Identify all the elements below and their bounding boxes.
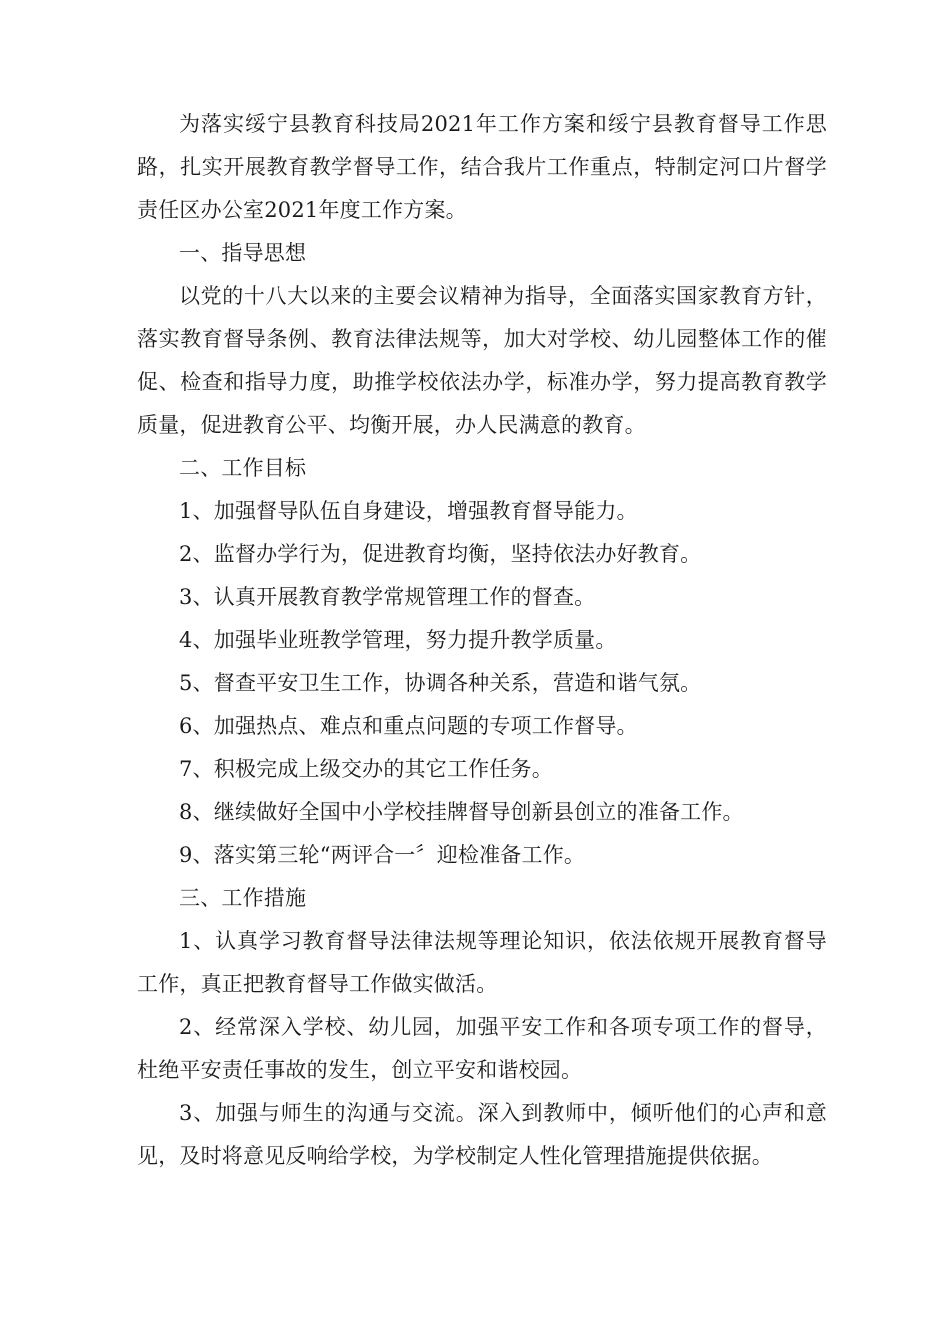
intro-paragraph: 为落实绥宁县教育科技局2021年工作方案和绥宁县教育督导工作思路，扎实开展教育教学督导工作，结合我片工作重点，特制定河口片督学责任区办公室2021年度工作方案。 [137, 112, 827, 222]
section-heading-work-measures: 三、工作措施 [179, 886, 307, 910]
measure-item-1: 1、认真学习教育督导法律法规等理论知识，依法依规开展教育督导工作，真正把教育督导工作做实做活。 [137, 929, 827, 996]
goal-item-8: 8、继续做好全国中小学校挂牌督导创新县创立的准备工作。 [179, 800, 744, 824]
goal-item-3: 3、认真开展教育教学常规管理工作的督查。 [179, 585, 596, 609]
goal-item-1: 1、加强督导队伍自身建设，增强教育督导能力。 [179, 499, 638, 523]
measure-item-3: 3、加强与师生的沟通与交流。深入到教师中，倾听他们的心声和意见，及时将意见反响给学校，为学校制定人性化管理措施提供依据。 [137, 1101, 827, 1168]
document-body [137, 103, 827, 1178]
goal-item-2: 2、监督办学行为，促进教育均衡，坚持依法办好教育。 [179, 542, 702, 566]
section-heading-work-goals: 二、工作目标 [179, 456, 307, 480]
goal-item-6: 6、加强热点、难点和重点问题的专项工作督导。 [179, 714, 638, 738]
goal-item-5: 5、督查平安卫生工作，协调各种关系，营造和谐气氛。 [179, 671, 702, 695]
goal-item-7: 7、积极完成上级交办的其它工作任务。 [179, 757, 553, 781]
guiding-thought-paragraph: 以党的十八大以来的主要会议精神为指导，全面落实国家教育方针，落实教育督导条例、教育法律法规等，加大对学校、幼儿园整体工作的催促、检查和指导力度，助推学校依法办学，标准办学，努力提高教育教学质量，促进教育公平、均衡开展，办人民满意的教育。 [137, 284, 827, 437]
goal-item-4: 4、加强毕业班教学管理，努力提升教学质量。 [179, 628, 617, 652]
section-heading-guiding-thought: 一、指导思想 [179, 241, 307, 265]
measure-item-2: 2、经常深入学校、幼儿园，加强平安工作和各项专项工作的督导，杜绝平安责任事故的发生，创立平安和谐校园。 [137, 1015, 827, 1082]
goal-item-9: 9、落实第三轮“两评合一〞迎检准备工作。 [179, 843, 586, 867]
